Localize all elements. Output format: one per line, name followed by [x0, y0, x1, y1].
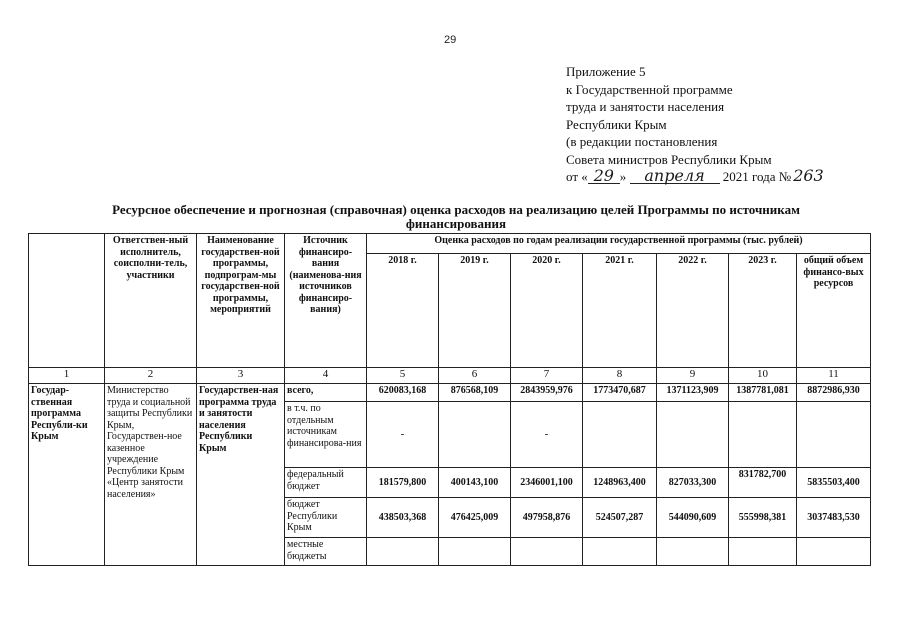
appendix-block — [566, 63, 825, 186]
funding-source: федеральный бюджет — [285, 468, 367, 498]
value-cell: 476425,009 — [439, 498, 511, 538]
value-cell: 400143,100 — [439, 468, 511, 498]
header-year: 2021 г. — [583, 254, 657, 368]
value-cell — [797, 402, 871, 468]
responsible-executor: Министерство труда и социальной защиты Республики Крым, Государствен-ное казенное учреждение Республики Крым «Центр занятости населения» — [105, 384, 197, 566]
appendix-line: к Государственной программе — [566, 81, 733, 97]
funding-source: местные бюджеты — [285, 538, 367, 566]
column-number-row — [29, 368, 871, 384]
column-number: 6 — [439, 368, 511, 384]
value-cell: 620083,168 — [367, 384, 439, 402]
value-cell: 524507,287 — [583, 498, 657, 538]
handwritten-month: апреля — [630, 169, 720, 184]
value-cell: 544090,609 — [657, 498, 729, 538]
date-quote-close: » — [619, 169, 627, 184]
column-number: 3 — [197, 368, 285, 384]
value-cell — [367, 538, 439, 566]
header-year: 2020 г. — [511, 254, 583, 368]
value-cell: 876568,109 — [439, 384, 511, 402]
column-number: 8 — [583, 368, 657, 384]
header-year: 2019 г. — [439, 254, 511, 368]
page-number: 29 — [444, 34, 457, 46]
column-number: 1 — [29, 368, 105, 384]
value-cell: 1387781,081 — [729, 384, 797, 402]
column-number: 11 — [797, 368, 871, 384]
value-cell — [439, 538, 511, 566]
value-cell: 497958,876 — [511, 498, 583, 538]
value-cell — [657, 538, 729, 566]
appendix-line: труда и занятости населения — [566, 99, 725, 114]
value-cell — [657, 402, 729, 468]
value-cell: 8872986,930 — [797, 384, 871, 402]
value-cell: 827033,300 — [657, 468, 729, 498]
value-cell — [583, 402, 657, 468]
appendix-line: Республики Крым — [566, 116, 667, 132]
value-cell: 2346001,100 — [511, 468, 583, 498]
header-col1 — [29, 234, 105, 368]
value-cell: 3037483,530 — [797, 498, 871, 538]
appendix-line: Совета министров Республики Крым — [566, 151, 772, 167]
header-funding-source: Источник финансиро-вания (наименова-ния источников финансиро-вания) — [285, 234, 367, 368]
value-cell: 181579,800 — [367, 468, 439, 498]
date-year-text: 2021 года № — [722, 169, 792, 184]
value-cell — [729, 402, 797, 468]
header-year: 2022 г. — [657, 254, 729, 368]
program-label: Государ-ственная программа Республи-ки Крым — [29, 384, 105, 566]
program-name: Государствен-ная программа труда и занятости населения Республики Крым — [197, 384, 285, 566]
value-cell: 438503,368 — [367, 498, 439, 538]
date-prefix: от « — [566, 169, 588, 184]
value-cell — [583, 538, 657, 566]
value-cell — [511, 538, 583, 566]
header-total: общий объем финансо-вых ресурсов — [797, 254, 871, 368]
header-year: 2023 г. — [729, 254, 797, 368]
value-cell: 555998,381 — [729, 498, 797, 538]
resource-table — [28, 233, 871, 566]
column-number: 4 — [285, 368, 367, 384]
header-estimate-group: Оценка расходов по годам реализации государственной программы (тыс. рублей) — [367, 234, 871, 254]
value-cell — [439, 402, 511, 468]
funding-source: всего, — [285, 384, 367, 402]
column-number: 10 — [729, 368, 797, 384]
table-row — [29, 384, 871, 402]
value-cell — [729, 538, 797, 566]
value-cell: 1248963,400 — [583, 468, 657, 498]
funding-source: бюджет Республики Крым — [285, 498, 367, 538]
value-cell: 831782,700 — [729, 468, 797, 498]
handwritten-number: 263 — [793, 166, 824, 185]
header-year: 2018 г. — [367, 254, 439, 368]
document-title: Ресурсное обеспечение и прогнозная (справочная) оценка расходов на реализацию целей Программы по источникам финансирования — [112, 202, 800, 231]
value-cell: 1773470,687 — [583, 384, 657, 402]
appendix-date-line — [566, 168, 825, 186]
header-responsible: Ответствен-ный исполнитель, соисполни-тель, участники — [105, 234, 197, 368]
appendix-line: (в редакции постановления — [566, 134, 718, 149]
funding-source: в т.ч. по отдельным источникам финансирова-ния — [285, 402, 367, 468]
column-number: 5 — [367, 368, 439, 384]
value-cell: - — [367, 402, 439, 468]
value-cell: 2843959,976 — [511, 384, 583, 402]
value-cell: - — [511, 402, 583, 468]
value-cell — [797, 538, 871, 566]
appendix-line: Приложение 5 — [566, 64, 646, 79]
column-number: 9 — [657, 368, 729, 384]
handwritten-day: 29 — [588, 169, 620, 184]
header-program-name: Наименование государствен-ной программы, подпрограм-мы государствен-ной программы, мероприятий — [197, 234, 285, 368]
column-number: 2 — [105, 368, 197, 384]
value-cell: 5835503,400 — [797, 468, 871, 498]
column-number: 7 — [511, 368, 583, 384]
value-cell: 1371123,909 — [657, 384, 729, 402]
